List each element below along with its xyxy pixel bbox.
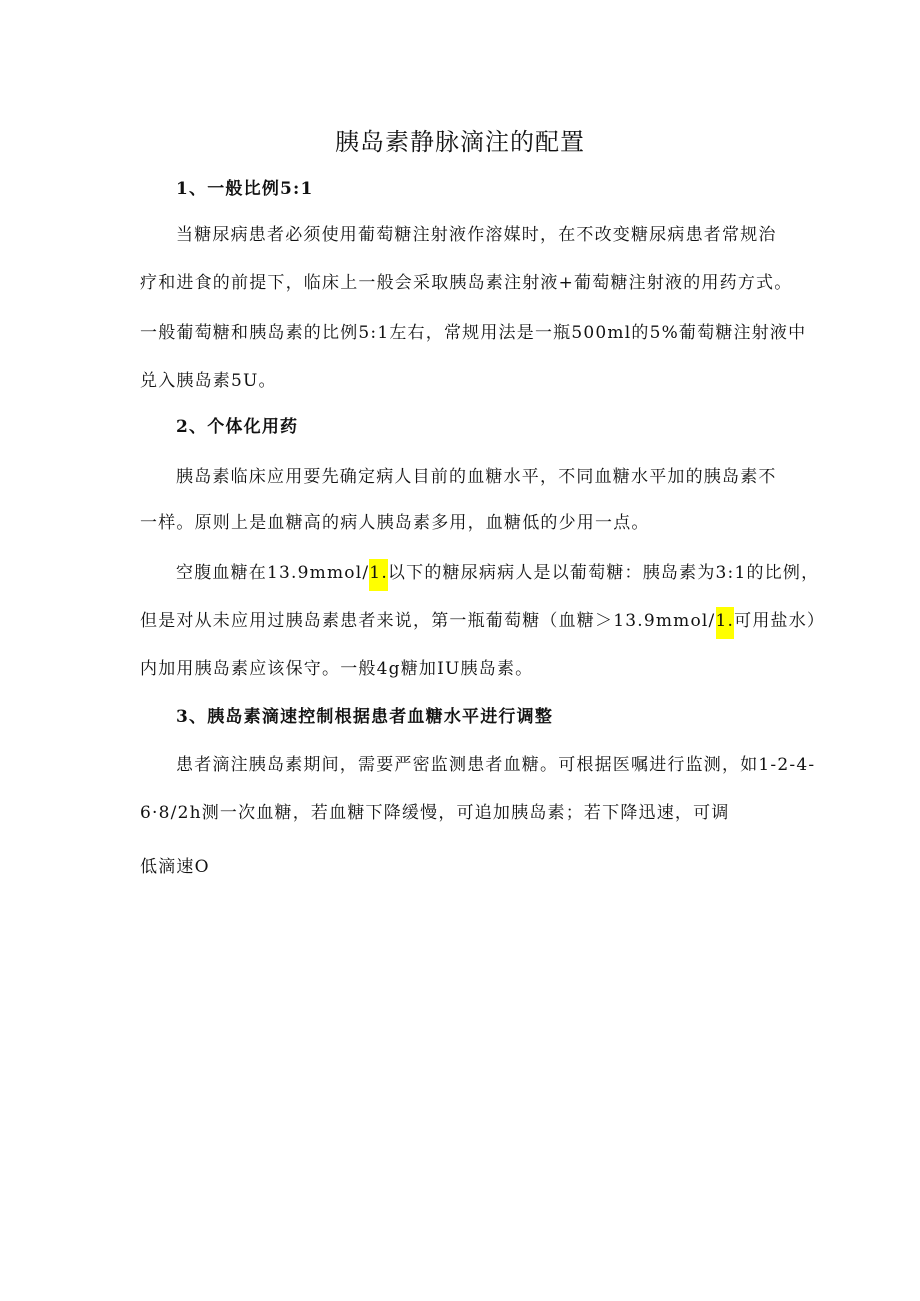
- text-segment: 空腹血糖在13.9mmol/: [176, 563, 370, 583]
- section-3-text-line: 6·8/2h测一次血糖，若血糖下降缓慢，可追加胰岛素；若下降迅速，可调: [140, 803, 730, 823]
- highlighted-text: 1.: [369, 559, 388, 591]
- text-segment: 以下的糖尿病病人是以葡萄糖：胰岛素为3:1的比例，: [387, 563, 820, 583]
- section-2-text-line: 一样。原则上是血糖高的病人胰岛素多用，血糖低的少用一点。: [140, 513, 650, 533]
- page-title: 胰岛素静脉滴注的配置: [335, 128, 585, 156]
- text-segment: 可用盐水）: [734, 611, 826, 631]
- section-1-text-line: 一般葡萄糖和胰岛素的比例5:1左右，常规用法是一瓶500ml的5%葡萄糖注射液中: [140, 323, 807, 343]
- highlighted-text: 1.: [716, 607, 735, 639]
- section-3-text-line: 低滴速O: [140, 857, 210, 877]
- section-2-heading: 2、个体化用药: [176, 417, 299, 437]
- section-3-heading: 3、胰岛素滴速控制根据患者血糖水平进行调整: [176, 707, 554, 727]
- section-3-text-line: 患者滴注胰岛素期间，需要严密监测患者血糖。可根据医嘱进行监测，如1-2-4-: [176, 755, 816, 775]
- section-2-text-line: 胰岛素临床应用要先确定病人目前的血糖水平，不同血糖水平加的胰岛素不: [176, 467, 777, 487]
- section-1-text-line: 兑入胰岛素5U。: [140, 371, 277, 391]
- section-1-text-line: 疗和进食的前提下，临床上一般会采取胰岛素注射液+葡萄糖注射液的用药方式。: [140, 273, 793, 293]
- section-2-text-line: 内加用胰岛素应该保守。一般4g糖加IU胰岛素。: [140, 659, 534, 679]
- section-1-heading: 1、一般比例5:1: [176, 179, 314, 199]
- section-1-text-line: 当糖尿病患者必须使用葡萄糖注射液作溶媒时，在不改变糖尿病患者常规治: [176, 225, 777, 245]
- section-2-text-line: [140, 610, 825, 632]
- text-segment: 但是对从未应用过胰岛素患者来说，第一瓶葡萄糖（血糖＞13.9mmol/: [140, 611, 716, 631]
- section-2-text-line: [176, 562, 819, 584]
